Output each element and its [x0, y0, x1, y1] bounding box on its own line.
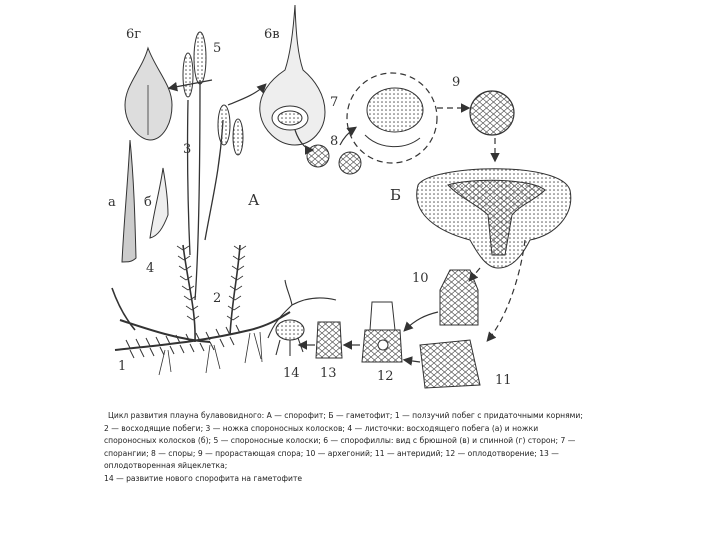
sporophyll-dorsal-6g	[125, 48, 172, 140]
caption-line: 14 — развитие нового спорофита на гаметофите	[104, 473, 303, 483]
caption-line: 2 — восходящие побеги; 3 — ножка спороносных колосков; 4 — листочки: восходящего побега (а) и ножки	[104, 423, 539, 433]
archegonium	[440, 270, 478, 325]
fertilized-egg	[316, 322, 342, 358]
label-7: 7	[330, 95, 339, 110]
caption-line: оплодотворенная яйцеклетка;	[104, 461, 228, 470]
label-B: Б	[390, 186, 402, 204]
caption-line: спорангии; 8 — споры; 9 — прорастающая спора; 10 — архегоний; 11 — антеридий; 12 — оплодотворение; 13 —	[104, 448, 559, 458]
strobilus-stalks	[188, 80, 223, 300]
antheridium	[420, 340, 480, 388]
creeping-shoot	[115, 312, 290, 358]
label-a: а	[108, 195, 116, 210]
label-5: 5	[213, 41, 222, 56]
label-3: 3	[183, 142, 192, 157]
label-9: 9	[452, 75, 461, 90]
label-1: 1	[118, 359, 127, 374]
label-A: А	[248, 191, 260, 209]
figure-caption	[104, 410, 624, 485]
spores	[307, 145, 361, 174]
sporangium-closeup	[347, 73, 437, 163]
sporophyll-ventral-6v	[260, 5, 325, 145]
label-6g: 6г	[126, 27, 142, 42]
label-4: 4	[146, 261, 155, 276]
label-12: 12	[377, 369, 394, 384]
label-10: 10	[412, 271, 429, 286]
label-8: 8	[330, 134, 339, 149]
label-11: 11	[495, 373, 512, 388]
label-6v: 6в	[264, 27, 280, 42]
gametophyte	[417, 169, 571, 268]
leaflet-b	[150, 168, 168, 238]
label-13: 13	[320, 366, 337, 381]
leaflet-a	[122, 140, 136, 262]
label-14: 14	[283, 366, 300, 381]
caption-line: спороносных колосков (б); 5 — спороносные колоски; 6 — спорофиллы: вид с брюшной (в) и спинной (г) сторон; 7 —	[104, 436, 576, 445]
fertilization	[362, 302, 402, 362]
caption-line: Цикл развития плауна булавовидного: А — спорофит; Б — гаметофит; 1 — ползучий побег с придаточными корнями;	[108, 411, 583, 420]
label-b: б	[144, 195, 152, 210]
germinating-spore	[470, 91, 514, 135]
label-2: 2	[213, 291, 222, 306]
